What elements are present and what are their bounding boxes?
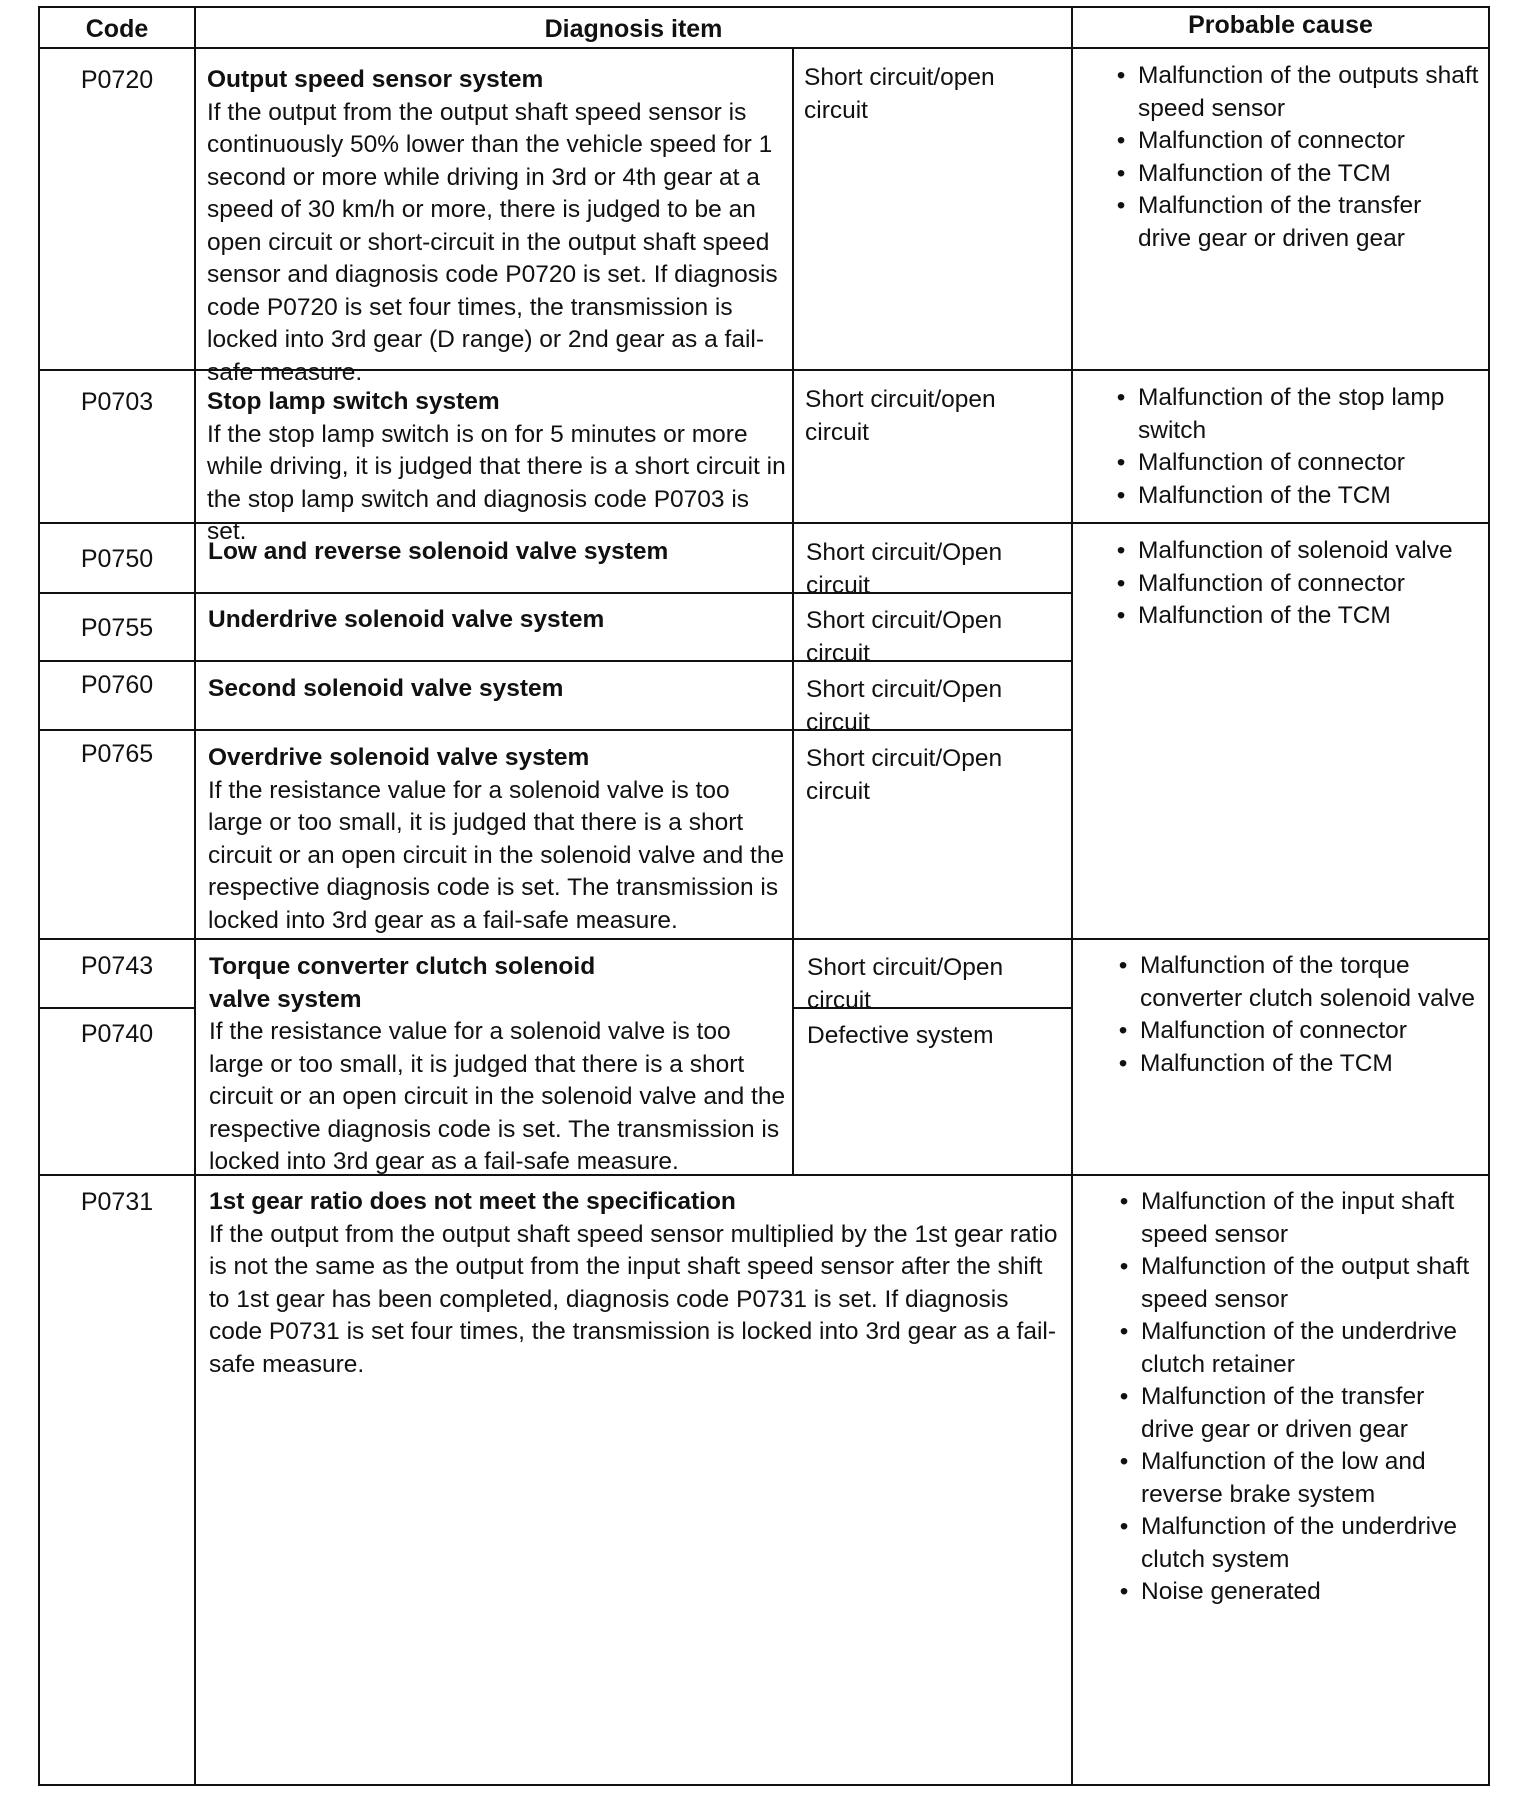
- cause-item: • Noise generated: [1107, 1576, 1482, 1609]
- diagnosis-description-p0765: If the resistance value for a solenoid valve is too large or too small, it is judged that there is a short circuit or an open circuit in the solenoid valve and the respective diagnosis code is set. The transmission is locked into 3rd gear as a fail-safe measure.: [208, 776, 785, 934]
- condition-column-rule: [792, 47, 794, 1176]
- cause-item: • Malfunction of the outputs shaft speed sensor: [1104, 60, 1479, 125]
- cause-item: • Malfunction of the underdrive clutch retainer: [1107, 1316, 1482, 1381]
- diagnosis-p0720: [207, 64, 787, 389]
- diagnosis-description-tcc: If the resistance value for a solenoid valve is too large or too small, it is judged that there is a short circuit or an open circuit in the solenoid valve and the respective diagnosis code is set. The transmission is locked into 3rd gear as a fail-safe measure.: [209, 1018, 786, 1175]
- causes-tcc: [1106, 950, 1481, 1080]
- bullet-icon: •: [1119, 1578, 1129, 1605]
- bullet-icon: •: [1116, 62, 1126, 89]
- diagnosis-p0750: [208, 536, 788, 569]
- cause-item: • Malfunction of solenoid valve: [1104, 535, 1479, 568]
- code-column-rule: [194, 6, 196, 1786]
- code-p0731: P0731: [80, 1188, 154, 1216]
- condition-p0755: Short circuit/Open circuit: [806, 607, 1003, 667]
- code-p0720: P0720: [80, 66, 154, 94]
- cause-column-rule: [1071, 6, 1073, 1786]
- cause-item: • Malfunction of the transfer drive gear or driven gear: [1107, 1381, 1482, 1446]
- header-probable-cause: Probable cause: [1188, 11, 1373, 39]
- code-p0760: P0760: [80, 671, 154, 699]
- cause-item: • Malfunction of the transfer drive gear or driven gear: [1104, 190, 1479, 255]
- bullet-icon: •: [1116, 127, 1126, 154]
- bullet-icon: •: [1119, 1513, 1129, 1540]
- table-bottom-border: [38, 1784, 1490, 1786]
- diagnosis-title-p0765: Overdrive solenoid valve system: [208, 744, 590, 771]
- causes-solenoid-group: [1104, 535, 1479, 633]
- condition-p0703: Short circuit/open circuit: [805, 386, 996, 446]
- row-rule-p0740-code: [38, 1007, 196, 1009]
- diagnosis-title-p0720: Output speed sensor system: [207, 66, 544, 93]
- table-left-border: [38, 6, 40, 1786]
- cause-item: • Malfunction of the output shaft speed sensor: [1107, 1251, 1482, 1316]
- condition-p0765: Short circuit/Open circuit: [806, 745, 1003, 805]
- bullet-icon: •: [1116, 384, 1126, 411]
- diagnosis-tcc: [209, 951, 789, 1179]
- bullet-icon: •: [1118, 1017, 1128, 1044]
- code-p0743: P0743: [80, 952, 154, 980]
- diagnosis-title-tcc: Torque converter clutch solenoid valve system: [209, 953, 596, 1013]
- cause-item: • Malfunction of connector: [1104, 125, 1479, 158]
- cause-item: • Malfunction of connector: [1104, 447, 1479, 480]
- cause-item: • Malfunction of the underdrive clutch system: [1107, 1511, 1482, 1576]
- cause-item: • Malfunction of connector: [1104, 568, 1479, 601]
- bullet-icon: •: [1116, 449, 1126, 476]
- diagnosis-p0731: [209, 1186, 1059, 1381]
- code-p0755: P0755: [80, 614, 154, 642]
- diagnosis-description-p0703: If the stop lamp switch is on for 5 minutes or more while driving, it is judged that there is a short circuit in the stop lamp switch and diagnosis code P0703 is set.: [207, 420, 786, 545]
- diagnosis-p0703: [207, 386, 787, 549]
- bullet-icon: •: [1116, 537, 1126, 564]
- condition-p0740: Defective system: [807, 1022, 994, 1049]
- bullet-icon: •: [1118, 1049, 1128, 1077]
- causes-p0703: [1104, 382, 1479, 512]
- causes-p0731: [1107, 1186, 1482, 1609]
- cause-item: • Malfunction of the TCM: [1104, 158, 1479, 191]
- diagnosis-title-p0731: 1st gear ratio does not meet the specification: [209, 1188, 736, 1215]
- diagnosis-title-p0760: Second solenoid valve system: [208, 675, 564, 702]
- diagnosis-title-p0750: Low and reverse solenoid valve system: [208, 538, 669, 565]
- diagnosis-p0760: [208, 673, 788, 706]
- code-p0750: P0750: [80, 545, 154, 573]
- bullet-icon: •: [1119, 1448, 1129, 1475]
- bullet-icon: •: [1116, 192, 1126, 219]
- cause-item: • Malfunction of the TCM: [1104, 480, 1479, 513]
- diagnosis-description-p0731: If the output from the output shaft speed sensor multiplied by the 1st gear ratio is not the same as the output from the input shaft speed sensor after the shift to 1st gear has been completed, diagnosis code P0731 is set. If diagnosis code P0731 is set four times, the transmission is locked into 3rd gear as a fail-safe measure.: [209, 1220, 1058, 1378]
- header-diagnosis-item: Diagnosis item: [544, 15, 723, 43]
- cause-item: • Malfunction of the torque converter clutch solenoid valve: [1106, 950, 1481, 1015]
- diagnosis-title-p0703: Stop lamp switch system: [207, 388, 500, 415]
- bullet-icon: •: [1116, 569, 1126, 597]
- cause-item: • Malfunction of connector: [1106, 1015, 1481, 1048]
- bullet-icon: •: [1118, 952, 1128, 979]
- condition-p0760: Short circuit/Open circuit: [806, 676, 1003, 736]
- diagnosis-p0765: [208, 742, 788, 937]
- row-rule-tcc-group: [38, 938, 1490, 940]
- code-p0703: P0703: [80, 388, 154, 416]
- cause-item: • Malfunction of the TCM: [1106, 1048, 1481, 1081]
- header-code: Code: [85, 15, 149, 43]
- cause-item: • Malfunction of the low and reverse brake system: [1107, 1446, 1482, 1511]
- code-p0765: P0765: [80, 740, 154, 768]
- bullet-icon: •: [1119, 1383, 1129, 1410]
- causes-p0720: [1104, 60, 1479, 255]
- table-right-border: [1488, 6, 1490, 1786]
- bullet-icon: •: [1119, 1318, 1129, 1345]
- bullet-icon: •: [1119, 1253, 1129, 1280]
- cause-item: • Malfunction of the stop lamp switch: [1104, 382, 1479, 447]
- condition-p0743: Short circuit/Open circuit: [807, 954, 1004, 1014]
- diagnosis-title-p0755: Underdrive solenoid valve system: [208, 606, 605, 633]
- condition-p0720: Short circuit/open circuit: [804, 64, 995, 124]
- diagnosis-description-p0720: If the output from the output shaft speed sensor is continuously 50% lower than the vehicle speed for 1 second or more while driving in 3rd or 4th gear at a speed of 30 km/h or more, there is judged to be an open circuit or short-circuit in the output shaft speed sensor and diagnosis code P0720 is set. If diagnosis code P0720 is set four times, the transmission is locked into 3rd gear (D range) or 2nd gear as a fail-safe measure.: [207, 98, 778, 386]
- bullet-icon: •: [1116, 481, 1126, 509]
- table-top-border: [38, 6, 1490, 8]
- cause-item: • Malfunction of the input shaft speed sensor: [1107, 1186, 1482, 1251]
- bullet-icon: •: [1116, 602, 1126, 629]
- code-p0740: P0740: [80, 1020, 154, 1048]
- diagnosis-p0755: [208, 604, 788, 637]
- header-bottom-rule: [38, 47, 1490, 49]
- bullet-icon: •: [1116, 159, 1126, 187]
- condition-p0750: Short circuit/Open circuit: [806, 539, 1003, 599]
- cause-item: • Malfunction of the TCM: [1104, 600, 1479, 633]
- bullet-icon: •: [1119, 1188, 1129, 1215]
